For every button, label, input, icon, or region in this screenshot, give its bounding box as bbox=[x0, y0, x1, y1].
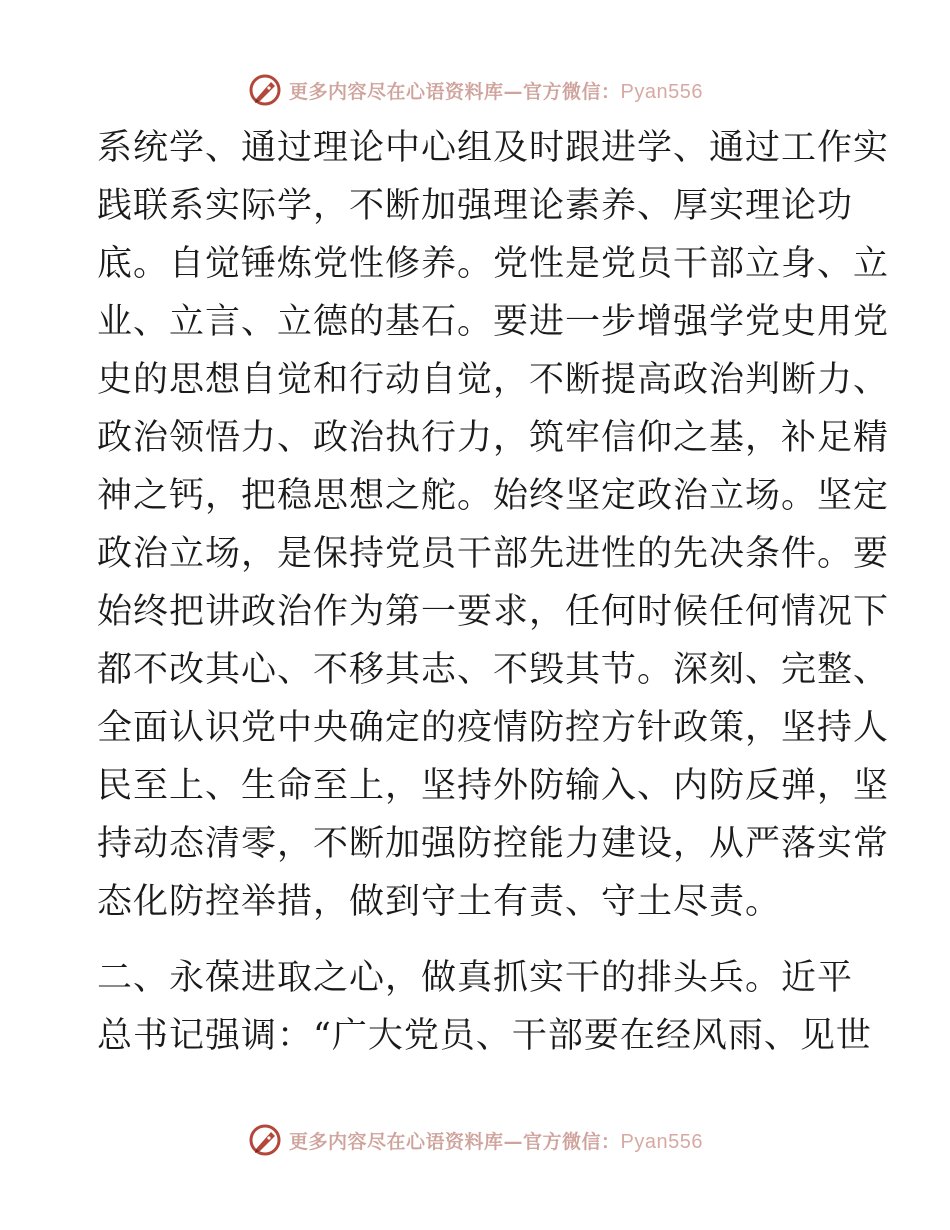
header-banner-handle: Pyan556 bbox=[620, 80, 703, 103]
text-line: 践联系实际学，不断加强理论素养、厚实理论功 bbox=[97, 186, 854, 226]
paragraph-spacer bbox=[97, 931, 857, 949]
pen-nib-logo-icon bbox=[247, 1122, 283, 1158]
text-line: 全面认识党中央确定的疫情防控方针政策，坚持人 bbox=[97, 708, 890, 748]
text-line: 都不改其心、不移其志、不毁其节。深刻、完整、 bbox=[97, 650, 890, 690]
footer-banner-label: 更多内容尽在心语资料库—官方微信： bbox=[289, 1130, 621, 1153]
text-line: 底。自觉锤炼党性修养。党性是党员干部立身、立 bbox=[97, 244, 890, 284]
document-body bbox=[97, 119, 890, 1065]
footer-banner bbox=[0, 1120, 950, 1160]
text-line: 史的思想自觉和行动自觉，不断提高政治判断力、 bbox=[97, 360, 890, 400]
footer-banner-text bbox=[289, 1127, 703, 1154]
text-line: 政治立场，是保持党员干部先进性的先决条件。要 bbox=[97, 534, 890, 574]
text-line: 始终把讲政治作为第一要求，任何时候任何情况下 bbox=[97, 592, 890, 632]
text-line: 业、立言、立德的基石。要进一步增强学党史用党 bbox=[97, 302, 890, 342]
header-banner bbox=[0, 70, 950, 110]
pen-nib-logo-icon bbox=[247, 72, 283, 108]
paragraph-1 bbox=[97, 119, 890, 931]
header-banner-label: 更多内容尽在心语资料库—官方微信： bbox=[289, 80, 621, 103]
text-line: 态化防控举措，做到守土有责、守土尽责。 bbox=[97, 882, 782, 922]
text-line: 系统学、通过理论中心组及时跟进学、通过工作实 bbox=[97, 128, 890, 168]
text-line: 政治领悟力、政治执行力，筑牢信仰之基，补足精 bbox=[97, 418, 890, 458]
header-banner-text bbox=[289, 77, 703, 104]
section-heading-line: 二、永葆进取之心，做真抓实干的排头兵。近平 bbox=[97, 958, 854, 998]
text-line: 神之钙，把稳思想之舵。始终坚定政治立场。坚定 bbox=[97, 476, 890, 516]
text-line: 民至上、生命至上，坚持外防输入、内防反弹，坚 bbox=[97, 766, 890, 806]
text-line: 持动态清零，不断加强防控能力建设，从严落实常 bbox=[97, 824, 890, 864]
text-line: 总书记强调：“广大党员、干部要在经风雨、见世 bbox=[97, 1016, 872, 1056]
footer-banner-handle: Pyan556 bbox=[620, 1130, 703, 1153]
paragraph-2 bbox=[97, 949, 872, 1065]
